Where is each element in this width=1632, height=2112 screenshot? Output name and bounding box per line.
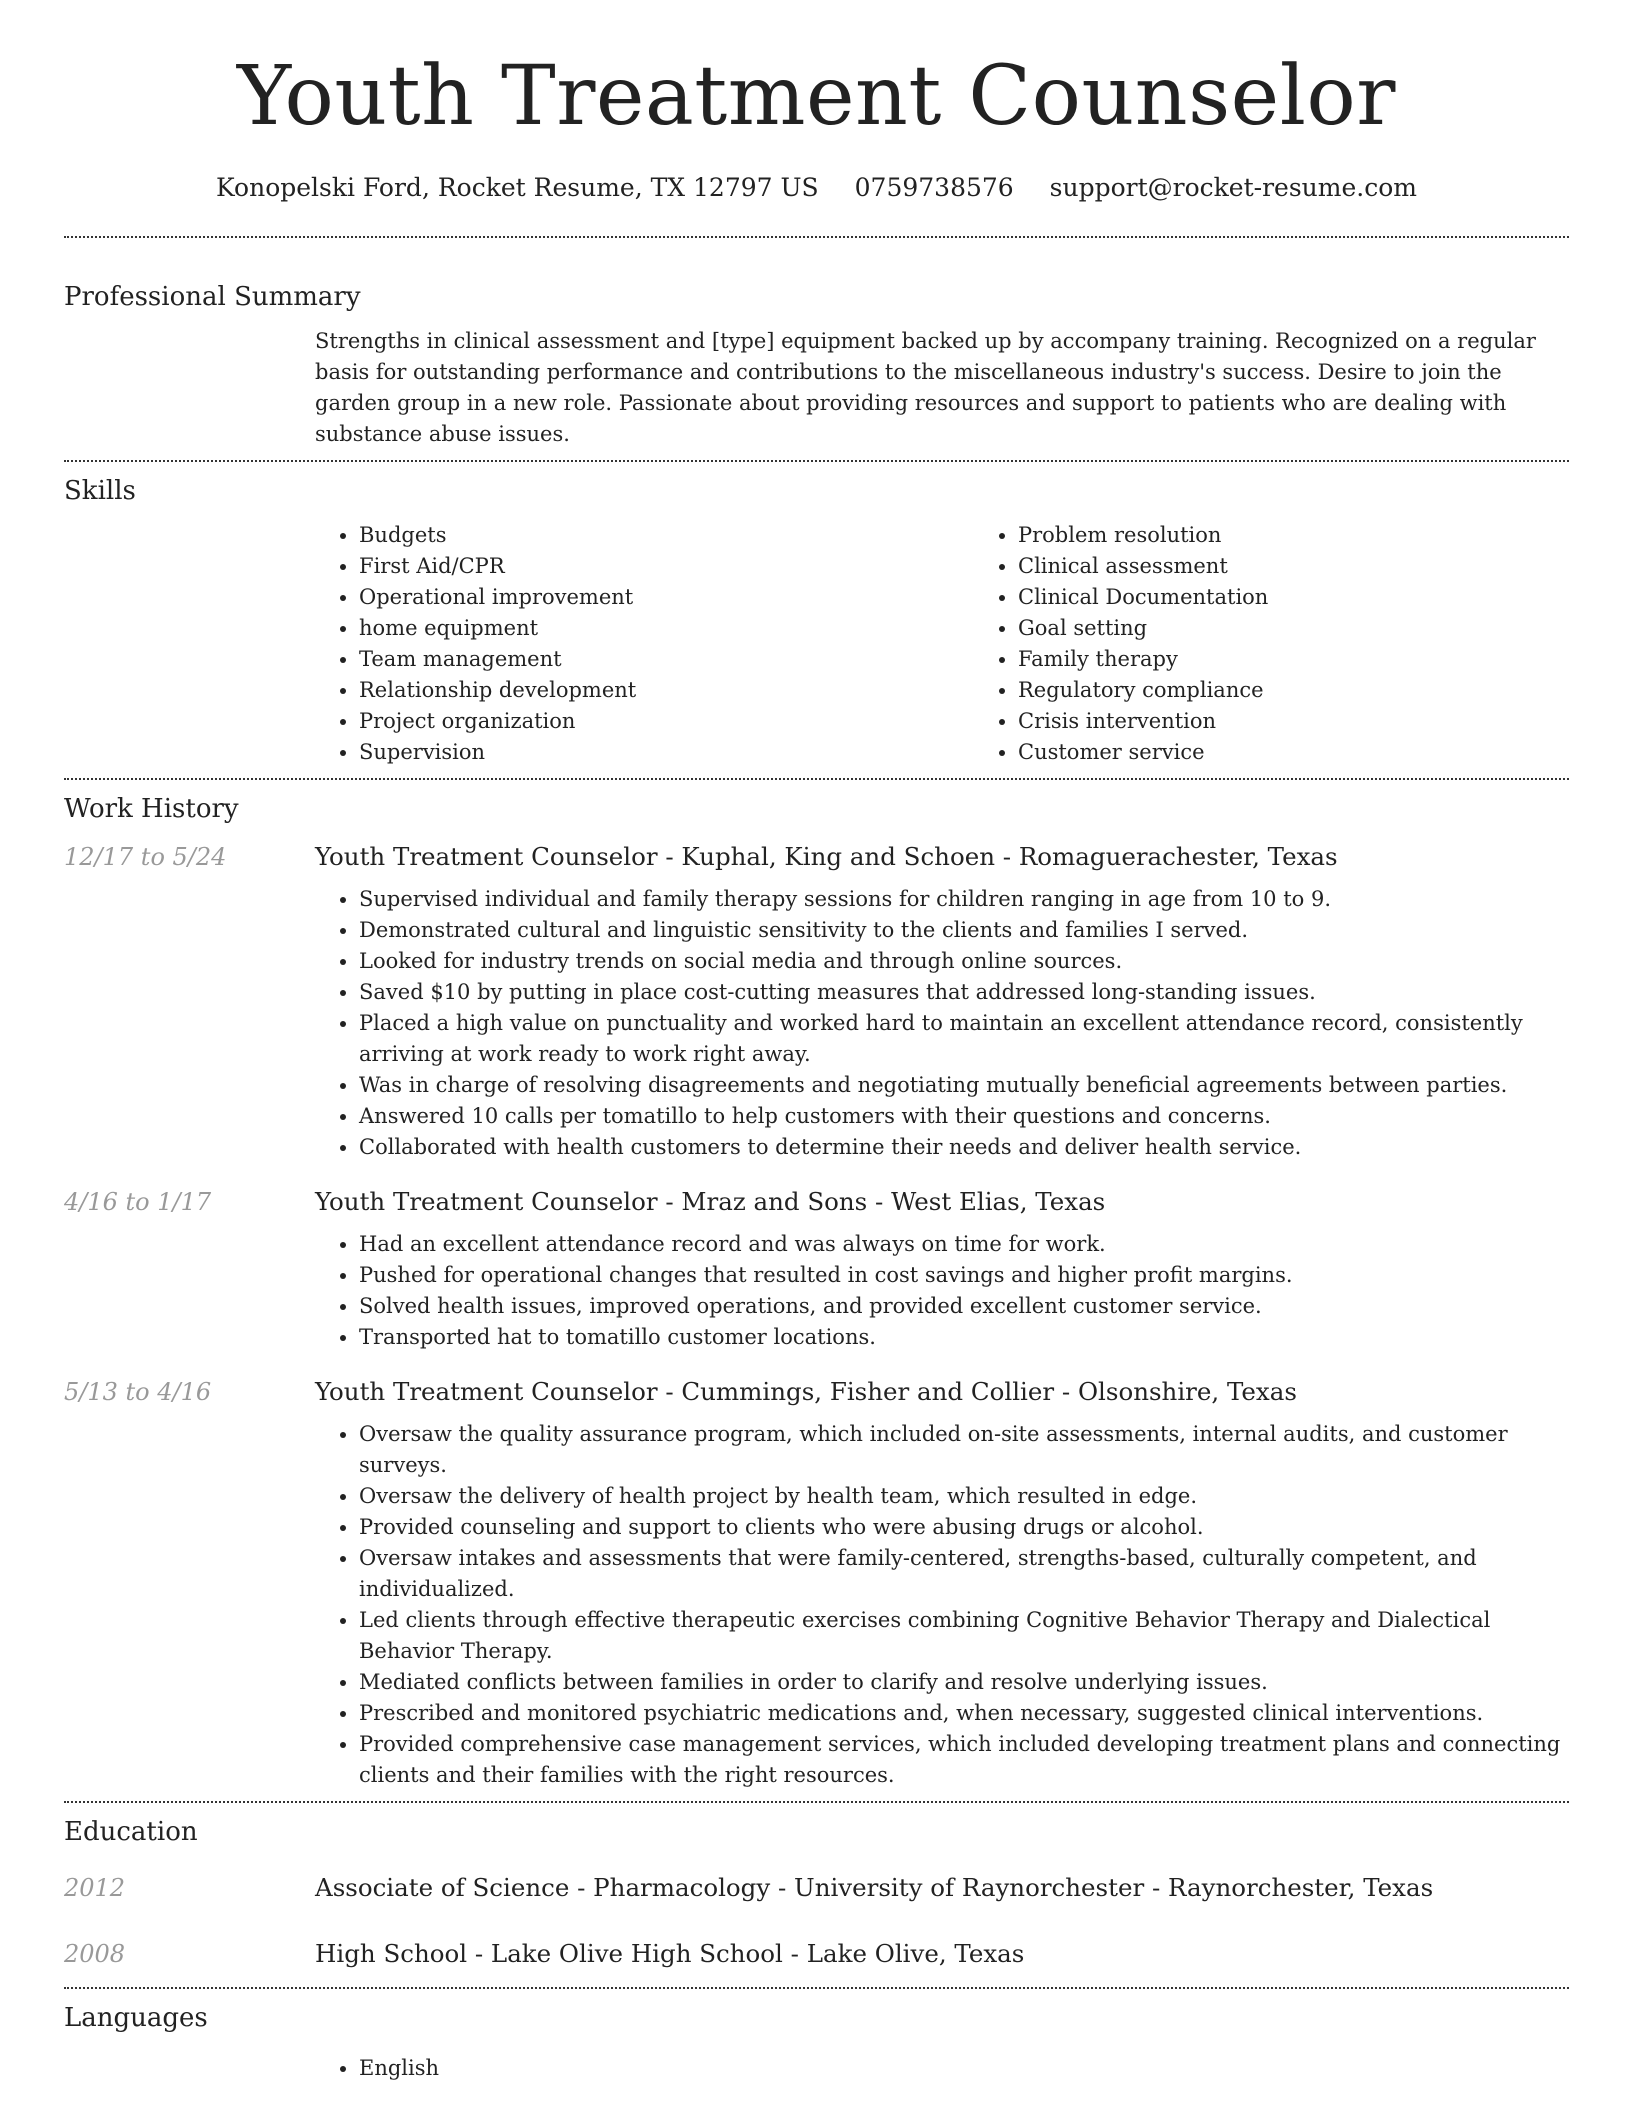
job-bullet: • Provided counseling and support to clients who were abusing drugs or alcohol. bbox=[359, 1512, 1569, 1543]
skills-list-left bbox=[315, 520, 974, 768]
languages-list bbox=[315, 2053, 1569, 2084]
job-details bbox=[315, 1375, 1569, 1791]
job-date-column bbox=[64, 1185, 315, 1353]
education-entry bbox=[64, 1937, 1569, 1971]
job-bullet: • Oversaw the delivery of health project by health team, which resulted in edge. bbox=[359, 1481, 1569, 1512]
job-bullet: • Solved health issues, improved operations, and provided excellent customer service. bbox=[359, 1291, 1569, 1322]
job-date-column bbox=[64, 1375, 315, 1791]
job-date-column bbox=[64, 840, 315, 1163]
job-heading: Youth Treatment Counselor - Cummings, Fisher and Collier - Olsonshire, Texas bbox=[315, 1377, 1297, 1406]
job-bullet: • Oversaw intakes and assessments that were family-centered, strengths-based, culturally competent, and individualized. bbox=[359, 1543, 1569, 1605]
job-heading: Youth Treatment Counselor - Mraz and Sons - West Elias, Texas bbox=[315, 1187, 1106, 1216]
skill-item: • Relationship development bbox=[359, 675, 974, 706]
job-bullet: • Placed a high value on punctuality and worked hard to maintain an excellent attendance record, consistently arriving at work ready to work right away. bbox=[359, 1008, 1569, 1070]
skill-item: • Crisis intervention bbox=[1018, 706, 1632, 737]
contact-phone: 0759738576 bbox=[854, 173, 1014, 202]
work-history-title: Work History bbox=[64, 794, 239, 824]
job-bullet: • Saved $10 by putting in place cost-cutting measures that addressed long-standing issues. bbox=[359, 977, 1569, 1008]
languages-title: Languages bbox=[64, 2003, 208, 2033]
education-details bbox=[315, 1871, 1569, 1905]
skill-item: • Clinical Documentation bbox=[1018, 582, 1632, 613]
summary-text: Strengths in clinical assessment and [type] equipment backed up by accompany training. Recognized on a regular basis for outstanding performance and contributions to the miscellaneous industry's success. Desire to join the garden group in a new role. Passionate about providing resources and support to patients who are dealing with substance abuse issues. bbox=[315, 329, 1536, 446]
divider bbox=[64, 460, 1569, 462]
education-date-column bbox=[64, 1937, 315, 1971]
skill-item: • home equipment bbox=[359, 613, 974, 644]
job-dates: 12/17 to 5/24 bbox=[64, 843, 227, 871]
education-section bbox=[64, 1871, 1569, 1971]
job-details bbox=[315, 1185, 1569, 1353]
job-bullets bbox=[315, 1419, 1569, 1791]
education-heading: High School - Lake Olive High School - Lake Olive, Texas bbox=[315, 1939, 1025, 1968]
education-entry bbox=[64, 1871, 1569, 1905]
job-details bbox=[315, 840, 1569, 1163]
skill-item: • Supervision bbox=[359, 737, 974, 768]
divider bbox=[64, 778, 1569, 780]
skills-section bbox=[64, 508, 1569, 778]
contact-email: support@rocket-resume.com bbox=[1049, 173, 1417, 202]
education-heading: Associate of Science - Pharmacology - University of Raynorchester - Raynorchester, Texas bbox=[315, 1873, 1434, 1902]
job-bullet: • Transported hat to tomatillo customer locations. bbox=[359, 1322, 1569, 1353]
job-dates: 4/16 to 1/17 bbox=[64, 1188, 212, 1216]
education-year: 2008 bbox=[64, 1940, 126, 1968]
skill-item: • Goal setting bbox=[1018, 613, 1632, 644]
education-year: 2012 bbox=[64, 1874, 126, 1902]
job-bullet: • Supervised individual and family therapy sessions for children ranging in age from 10 to 9. bbox=[359, 884, 1569, 915]
resume-page bbox=[64, 0, 1569, 2084]
job-heading: Youth Treatment Counselor - Kuphal, King and Schoen - Romaguerachester, Texas bbox=[315, 842, 1338, 871]
job-bullet: • Led clients through effective therapeutic exercises combining Cognitive Behavior Therapy and Dialectical Behavior Therapy. bbox=[359, 1605, 1569, 1667]
skill-item: • Project organization bbox=[359, 706, 974, 737]
job-bullet: • Provided comprehensive case management services, which included developing treatment plans and connecting clients and their families with the right resources. bbox=[359, 1729, 1569, 1791]
skills-title: Skills bbox=[64, 476, 136, 506]
job-bullet: • Demonstrated cultural and linguistic sensitivity to the clients and families I served. bbox=[359, 915, 1569, 946]
contact-line bbox=[64, 168, 1569, 208]
skill-item: • Customer service bbox=[1018, 737, 1632, 768]
job-entry bbox=[64, 1375, 1569, 1791]
candidate-name: Youth Treatment Counselor bbox=[236, 49, 1397, 144]
skill-item: • Family therapy bbox=[1018, 644, 1632, 675]
job-bullet: • Oversaw the quality assurance program, which included on-site assessments, internal audits, and customer surveys. bbox=[359, 1419, 1569, 1481]
job-bullet: • Pushed for operational changes that resulted in cost savings and higher profit margins. bbox=[359, 1260, 1569, 1291]
job-bullet: • Collaborated with health customers to determine their needs and deliver health service. bbox=[359, 1132, 1569, 1163]
education-date-column bbox=[64, 1871, 315, 1905]
summary-section bbox=[64, 314, 1569, 460]
job-bullet: • Mediated conflicts between families in order to clarify and resolve underlying issues. bbox=[359, 1667, 1569, 1698]
job-bullets bbox=[315, 884, 1569, 1163]
skill-item: • Budgets bbox=[359, 520, 974, 551]
job-entry bbox=[64, 1185, 1569, 1353]
job-bullet: • Was in charge of resolving disagreements and negotiating mutually beneficial agreements between parties. bbox=[359, 1070, 1569, 1101]
job-dates: 5/13 to 4/16 bbox=[64, 1378, 212, 1406]
divider bbox=[64, 1801, 1569, 1803]
divider bbox=[64, 236, 1569, 238]
work-history-section bbox=[64, 840, 1569, 1791]
languages-section bbox=[64, 2053, 1569, 2084]
education-title: Education bbox=[64, 1817, 198, 1847]
skill-item: • Operational improvement bbox=[359, 582, 974, 613]
education-details bbox=[315, 1937, 1569, 1971]
skill-item: • Team management bbox=[359, 644, 974, 675]
summary-title: Professional Summary bbox=[64, 282, 361, 312]
skill-item: • Problem resolution bbox=[1018, 520, 1632, 551]
job-bullet: • Had an excellent attendance record and was always on time for work. bbox=[359, 1229, 1569, 1260]
skill-item: • Clinical assessment bbox=[1018, 551, 1632, 582]
job-bullet: • Looked for industry trends on social media and through online sources. bbox=[359, 946, 1569, 977]
skill-item: • Regulatory compliance bbox=[1018, 675, 1632, 706]
skill-item: • First Aid/CPR bbox=[359, 551, 974, 582]
job-entry bbox=[64, 840, 1569, 1163]
language-item: • English bbox=[359, 2053, 1569, 2084]
job-bullet: • Prescribed and monitored psychiatric medications and, when necessary, suggested clinical interventions. bbox=[359, 1698, 1569, 1729]
skills-list-right bbox=[974, 520, 1632, 768]
divider bbox=[64, 1987, 1569, 1989]
contact-address: Konopelski Ford, Rocket Resume, TX 12797 US bbox=[216, 173, 819, 202]
job-bullet: • Answered 10 calls per tomatillo to help customers with their questions and concerns. bbox=[359, 1101, 1569, 1132]
job-bullets bbox=[315, 1229, 1569, 1353]
